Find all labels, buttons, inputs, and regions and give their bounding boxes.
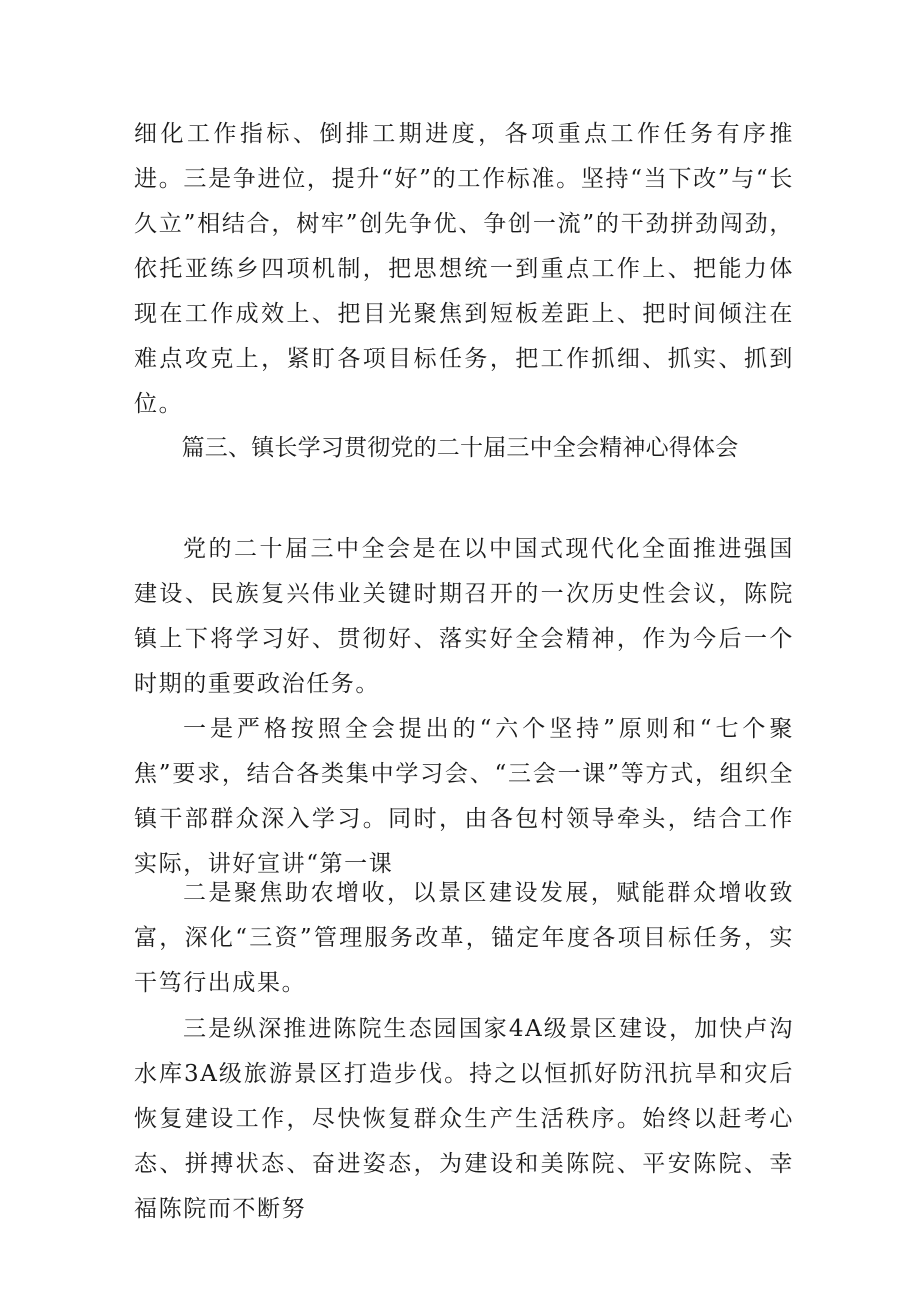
body-paragraph-point-two: 二是聚焦助农增收，以景区建设发展，赋能群众增收致富，深化“三资”管理服务改革，锚定年度各项目标任务，实干笃行出成果。 <box>134 880 794 996</box>
body-paragraph-point-three: 三是纵深推进陈院生态园国家4A级景区建设，加快卢沟水库3A级旅游景区打造步伐。持之以恒抓好防汛抗旱和灾后恢复建设工作，尽快恢复群众生产生活秩序。始终以赶考心态、拼搏状态、奋进姿态，为建设和美陈院、平安陈院、幸福陈院而不断努 <box>134 1016 794 1222</box>
section-heading: 篇三、镇长学习贯彻党的二十届三中全会精神心得体会 <box>181 435 739 461</box>
body-paragraph-intro: 党的二十届三中全会是在以中国式现代化全面推进强国建设、民族复兴伟业关键时期召开的一次历史性会议，陈院镇上下将学习好、贯彻好、落实好全会精神，作为今后一个时期的重要政治任务。 <box>134 536 794 697</box>
body-paragraph-continued: 细化工作指标、倒排工期进度，各项重点工作任务有序推进。三是争进位，提升“好”的工作标准。坚持“当下改”与“长久立”相结合，树牢”创先争优、争创一流”的干劲拼劲闯劲，依托亚练乡四项机制，把思想统一到重点工作上、把能力体现在工作成效上、把目光聚焦到短板差距上、把时间倾注在难点攻克上，紧盯各项目标任务，把工作抓细、抓实、抓到位。 <box>134 121 794 417</box>
body-paragraph-point-one: 一是严格按照全会提出的“六个坚持”原则和“七个聚焦”要求，结合各类集中学习会、“三会一课”等方式，组织全镇干部群众深入学习。同时，由各包村领导牵头，结合工作实际，讲好宣讲“第一课 <box>134 716 794 877</box>
